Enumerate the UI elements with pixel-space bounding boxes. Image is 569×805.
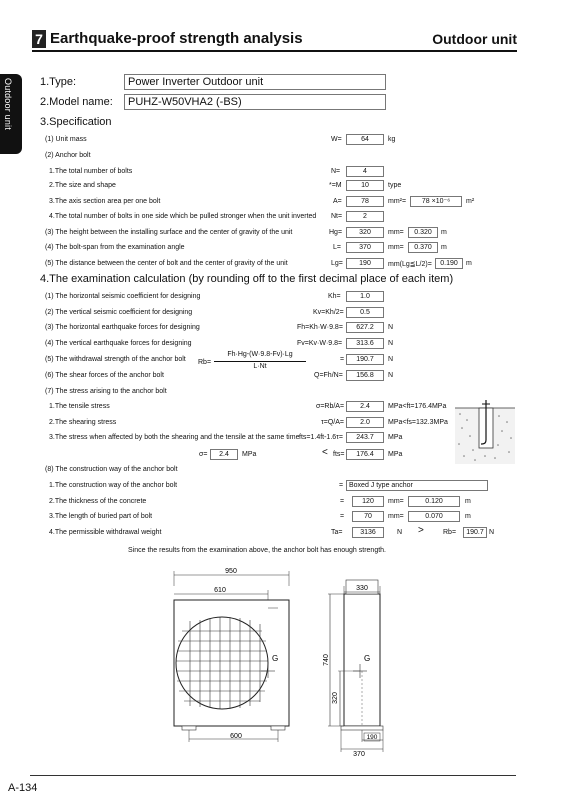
dim-370: 370 [353,751,365,758]
q-unit: N [388,372,394,379]
buried-sym: = [340,513,345,520]
type-label: 1.Type: [40,76,77,88]
kh-sym: Kh= [328,293,341,300]
fts-value: 176.4 [346,449,384,460]
concrete-value2: 0.120 [408,496,460,507]
buried-unit2: m [465,513,471,520]
bolts-one-side-value: 2 [346,211,384,222]
size-shape-label: 2.The size and shape [49,182,116,189]
distance-label: (5) The distance between the center of bolt and the center of gravity of the unit [45,260,288,267]
buried-value2: 0.070 [408,511,460,522]
distance-unit2: m [466,260,472,267]
rb-sym: = [340,356,345,363]
model-value: PUHZ-W50VHA2 (-BS) [124,94,386,110]
distance-value2: 0.190 [435,258,463,269]
combined-unit: MPa [388,434,403,441]
fh-label: (3) The horizontal earthquake forces for designing [45,324,200,331]
footer-rule [30,775,516,776]
kv-sym: Kv=Kh/2= [313,309,344,316]
dim-190: 190 [366,734,378,741]
greater-than-sign: > [418,525,424,536]
dim-330: 330 [356,585,368,592]
height-unit2: m [441,229,447,236]
way-value: Boxed J type anchor [346,480,488,491]
bolts-one-side-sym: Nt= [331,213,343,220]
tensile-value: 2.4 [346,401,384,412]
size-shape-sym: *=M [329,182,342,189]
side-tab-label: Outdoor unit [3,78,13,130]
cg-label-front: G [272,654,279,663]
section-number: 7 [32,30,46,48]
dim-610: 610 [214,587,226,594]
unit-mass-label: (1) Unit mass [45,136,87,143]
permissible-label: 4.The permissible withdrawal weight [49,529,162,536]
concrete-label: 2.The thickness of the concrete [49,498,147,505]
distance-unit: mm(Lg≦L/2)= [388,261,432,268]
axis-area-value: 78 [346,196,384,207]
total-bolts-label: 1.The total number of bolts [49,168,133,175]
dim-740: 740 [323,654,330,666]
buried-label: 3.The length of buried part of bolt [49,513,153,520]
kv-value: 0.5 [346,307,384,318]
size-shape-unit: type [388,182,402,189]
height-label: (3) The height between the installing surface and the center of gravity of the unit [45,229,293,236]
fv-value: 313.6 [346,338,384,349]
sigma-unit: MPa [242,451,257,458]
bolt-span-label: (4) The bolt-span from the examination angle [45,244,185,251]
way-sym: = [339,482,344,489]
combined-sym: fts=1.4ft-1.6τ= [299,434,344,441]
rb-value: 190.7 [346,354,384,365]
fts-unit: MPa [388,451,403,458]
fts-sym: fts= [333,451,345,458]
combined-label: 3.The stress when affected by both the shearing and the tensile at the same time [49,434,300,441]
cg-label-side: G [364,654,371,663]
tensile-sym: σ=Rb/A= [316,403,345,410]
axis-area-sym: A= [333,198,342,205]
dim-600: 600 [230,733,242,740]
shearing-sym: τ=Q/A= [321,419,344,426]
fh-sym: Fh=Kh·W·9.8= [297,324,343,331]
dim-950: 950 [225,568,237,575]
page-title: Earthquake-proof strength analysis [50,30,303,47]
sigma-sym: σ= [199,451,208,458]
page-number: A-134 [8,782,38,794]
anchor-bolt-label: (2) Anchor bolt [45,152,91,159]
concrete-value: 120 [352,496,384,507]
buried-unit: mm= [388,513,404,520]
bolt-span-sym: L= [333,244,341,251]
height-sym: Hg= [329,229,343,236]
bolts-one-side-label: 4.The total number of bolts in one side which be pulled stronger when the unit inverted [49,213,317,220]
less-than-sign: < [322,447,328,458]
distance-value: 190 [346,258,384,269]
exam-heading: 4.The examination calculation (by rounding off to the first decimal place of each item) [40,273,454,285]
bolt-span-value: 370 [346,242,384,253]
concrete-unit2: m [465,498,471,505]
unit-mass-sym: W= [331,136,342,143]
kh-label: (1) The horizontal seismic coefficient for designing [45,293,201,300]
q-value: 156.8 [346,370,384,381]
fv-label: (4) The vertical earthquake forces for designing [45,340,192,347]
conclusion-text: Since the results from the examination above, the anchor bolt has enough strength. [128,547,386,554]
dim-320: 320 [332,692,339,704]
shearing-value: 2.0 [346,417,384,428]
total-bolts-value: 4 [346,166,384,177]
rb-denominator: L·Nt [253,363,267,370]
construction-label: (8) The construction way of the anchor bolt [45,466,178,473]
kh-value: 1.0 [346,291,384,302]
unit-mass-value: 64 [346,134,384,145]
rb-formula-sym: Rb= [198,359,212,366]
height-value2: 0.320 [408,227,438,238]
fv-unit: N [388,340,394,347]
concrete-sym: = [340,498,345,505]
permissible-rb-sym: Rb= [443,529,457,536]
height-unit: mm= [388,229,404,236]
axis-area-label: 3.The axis section area per one bolt [49,198,161,205]
rb-label: (5) The withdrawal strength of the anchor bolt [45,356,186,363]
bolt-span-unit: mm= [388,244,404,251]
rb-unit: N [388,356,394,363]
fv-sym: Fv=Kv·W·9.8= [297,340,343,347]
fraction-bar [214,361,306,362]
stress-label: (7) The stress arising to the anchor bolt [45,388,167,395]
bolt-span-unit2: m [441,244,447,251]
shearing-unit: MPa<fs=132.3MPa [388,419,448,426]
distance-sym: Lg= [331,260,343,267]
permissible-rb-unit: N [489,529,495,536]
axis-area-unit: mm²= [388,198,407,205]
permissible-rb-value: 190.7 [463,527,487,538]
sigma-value: 2.4 [210,449,238,460]
permissible-value: 3136 [352,527,384,538]
type-value: Power Inverter Outdoor unit [124,74,386,90]
total-bolts-sym: N= [331,168,341,175]
size-shape-value: 10 [346,180,384,191]
unit-dimension-drawing [160,566,400,758]
kv-label: (2) The vertical seismic coefficient for designing [45,309,193,316]
way-label: 1.The construction way of the anchor bolt [49,482,178,489]
tensile-unit: MPa<ft=176.4MPa [388,403,447,410]
height-value: 320 [346,227,384,238]
permissible-sym: Ta= [331,529,343,536]
section-label: Outdoor unit [432,31,517,47]
unit-mass-unit: kg [388,136,396,143]
header-rule [32,50,517,52]
model-label: 2.Model name: [40,96,113,108]
q-label: (6) The shear forces of the anchor bolt [45,372,164,379]
rb-numerator: Fh·Hg-(W·9.8-Fv)·Lg [227,351,293,358]
tensile-label: 1.The tensile stress [49,403,110,410]
combined-value: 243.7 [346,432,384,443]
buried-value: 70 [352,511,384,522]
fh-value: 627.2 [346,322,384,333]
concrete-unit: mm= [388,498,404,505]
axis-area-unit2: m² [466,198,475,205]
bolt-span-value2: 0.370 [408,242,438,253]
spec-heading: 3.Specification [40,116,112,128]
shearing-label: 2.The shearing stress [49,419,117,426]
permissible-unit: N [397,529,403,536]
anchor-bolt-sketch [455,398,517,466]
q-sym: Q=Fh/N= [314,372,343,379]
fh-unit: N [388,324,394,331]
axis-area-value2: 78 ×10⁻⁶ [410,196,462,207]
